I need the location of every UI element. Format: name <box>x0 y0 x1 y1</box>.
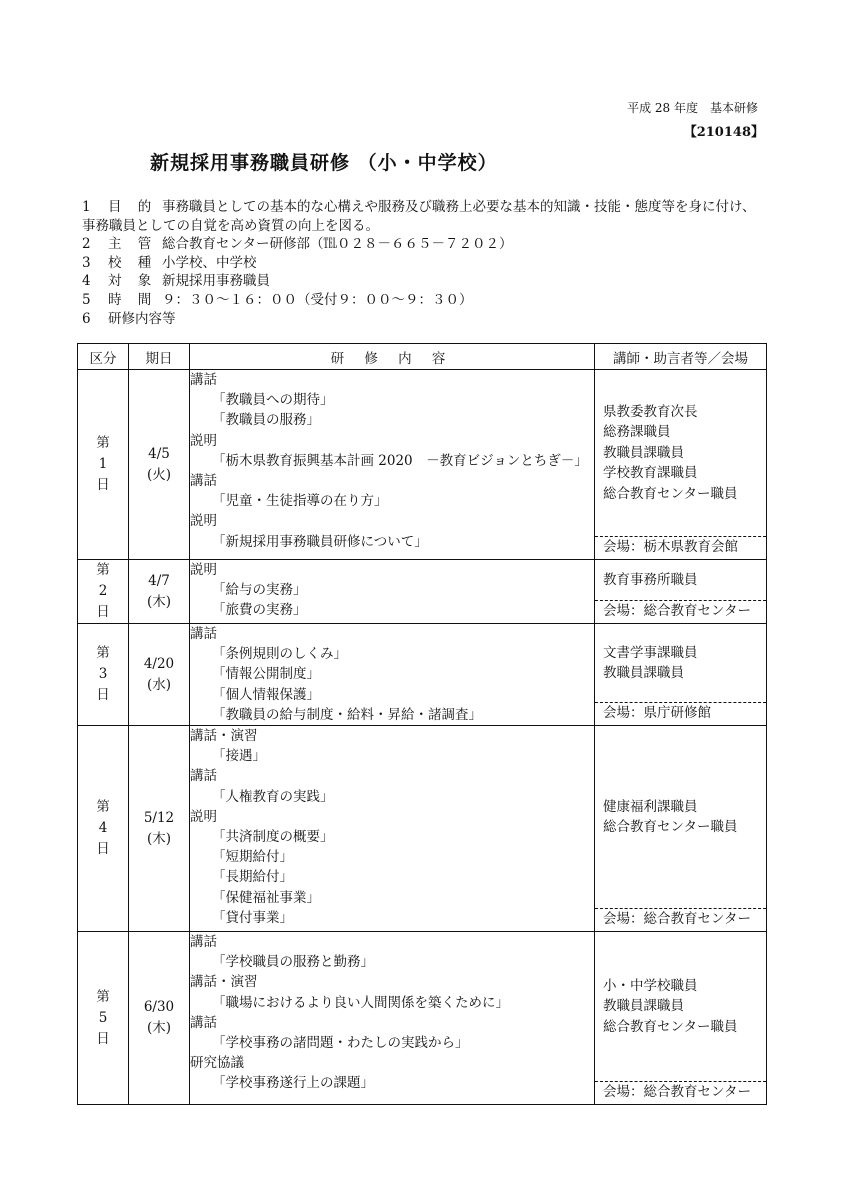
table-header-row <box>78 344 767 370</box>
header-date: 期日 <box>129 344 190 370</box>
date: 6/30 <box>143 999 175 1016</box>
item-value: 事務職員としての基本的な心構えや服務及び職務上必要な基本的知識・技能・態度等を身に付け、 <box>162 199 756 215</box>
outline-item-school-type <box>82 254 782 273</box>
lecturer-cell <box>595 726 767 932</box>
content-line: 講話 <box>190 1014 217 1031</box>
venue: 会場：県庁研修館 <box>595 702 766 725</box>
item-label: 時 間 <box>108 291 158 308</box>
outline-item-target <box>82 272 782 291</box>
content-line: 「職場におけるより良い人間関係を築くために」 <box>212 994 509 1011</box>
lecturer: 総務課職員 <box>603 424 671 441</box>
lecturer: 教職員課職員 <box>603 998 684 1015</box>
header-kubun: 区分 <box>78 344 129 370</box>
day-char: 日 <box>96 687 110 703</box>
content-cell <box>190 370 595 560</box>
lecturer-cell <box>595 560 767 624</box>
content-line: 説明 <box>190 432 217 449</box>
day-char: 4 <box>98 820 108 837</box>
day-char: 第 <box>96 799 110 816</box>
item-number: 6 <box>82 310 91 327</box>
date-cell <box>129 560 190 624</box>
day-char: 日 <box>96 477 110 493</box>
item-number: 5 <box>82 291 91 308</box>
header-year: 平成 28 年度 基本研修 <box>627 101 758 115</box>
venue: 会場：総合教育センター <box>595 1081 766 1104</box>
date-cell <box>129 932 190 1105</box>
content-cell <box>190 560 595 624</box>
lecturer: 教職員課職員 <box>603 665 684 681</box>
item-number: 3 <box>82 254 91 271</box>
item-continuation: 事務職員としての自覚を高め資質の向上を図る。 <box>82 217 379 234</box>
content-line: 「接遇」 <box>212 748 266 765</box>
content-line: 説明 <box>190 562 217 578</box>
table-row <box>78 560 767 624</box>
lecturer: 文書学事課職員 <box>603 644 698 661</box>
lecturer-list <box>595 624 766 702</box>
lecturer: 小・中学校職員 <box>603 977 698 994</box>
header-code: 【210148】 <box>683 125 764 140</box>
content-line: 研究協議 <box>190 1055 244 1072</box>
outline-item-time <box>82 291 782 310</box>
content-line: 講話 <box>190 372 217 388</box>
item-value: 小学校、中学校 <box>162 254 257 271</box>
day-cell <box>78 726 129 932</box>
lecturer: 教育事務所職員 <box>603 571 698 588</box>
item-number: 4 <box>82 273 91 290</box>
table-row <box>78 370 767 560</box>
lecturer: 総合教育センター職員 <box>603 819 738 836</box>
lecturer-list <box>595 370 766 536</box>
content-line: 説明 <box>190 808 217 825</box>
lecturer: 県教委教育次長 <box>603 403 698 420</box>
content-line: 「旅費の実務」 <box>212 602 307 619</box>
item-label: 研修内容等 <box>108 310 176 327</box>
item-label: 対 象 <box>108 273 158 290</box>
content-line: 講話 <box>190 934 217 951</box>
content-line: 「共済制度の概要」 <box>212 829 334 846</box>
item-value: 新規採用事務職員 <box>162 273 270 290</box>
content-line: 「長期給付」 <box>212 869 293 886</box>
day-cell <box>78 624 129 726</box>
content-line: 「学校職員の服務と勤務」 <box>212 954 374 971</box>
date: 4/5 <box>148 445 170 462</box>
content-cell <box>190 624 595 726</box>
lecturer-list <box>595 726 766 908</box>
date-cell <box>129 624 190 726</box>
weekday: (木) <box>146 593 172 610</box>
date-cell <box>129 370 190 560</box>
content-line: 講話・演習 <box>190 974 258 991</box>
day-char: 1 <box>98 456 108 472</box>
content-cell <box>190 726 595 932</box>
content-line: 「新規採用事務職員研修について」 <box>212 533 428 550</box>
day-char: 第 <box>96 435 110 451</box>
item-number: 2 <box>82 236 91 253</box>
content-line: 講話 <box>190 626 217 642</box>
day-char: 日 <box>96 604 110 620</box>
content-line: 「栃木県教育振興基本計画 2020 －教育ビジョンとちぎ－」 <box>212 452 588 469</box>
item-label: 目 的 <box>108 199 158 215</box>
lecturer-list <box>595 560 766 600</box>
weekday: (火) <box>146 466 172 483</box>
table-row <box>78 932 767 1105</box>
date: 5/12 <box>143 809 175 826</box>
table-row <box>78 624 767 726</box>
content-line: 「教職員の給与制度・給料・昇給・諸調査」 <box>212 706 482 723</box>
day-cell <box>78 370 129 560</box>
content-line: 講話 <box>190 768 217 785</box>
day-char: 第 <box>96 988 110 1005</box>
content-line: 「保健福祉事業」 <box>212 889 320 906</box>
lecturer-list <box>595 932 766 1081</box>
content-line: 「貸付事業」 <box>212 909 293 926</box>
date: 4/20 <box>143 655 175 672</box>
page-title: 新規採用事務職員研修 （小・中学校） <box>150 152 498 174</box>
venue: 会場：総合教育センター <box>595 908 766 931</box>
lecturer: 総合教育センター職員 <box>603 1018 738 1035</box>
lecturer: 教職員課職員 <box>603 444 684 461</box>
item-value: ９：３０～１６：００（受付９：００～９：３０） <box>162 291 473 308</box>
day-char: 第 <box>96 645 110 661</box>
weekday: (木) <box>146 830 172 847</box>
content-line: 「給与の実務」 <box>212 582 307 599</box>
day-cell <box>78 560 129 624</box>
day-char: 2 <box>98 583 108 599</box>
date-cell <box>129 726 190 932</box>
content-line: 講話・演習 <box>190 728 258 745</box>
content-line: 「条例規則のしくみ」 <box>212 646 347 663</box>
item-number: 1 <box>82 199 91 215</box>
outline-item-organizer <box>82 235 782 254</box>
weekday: (水) <box>146 676 172 693</box>
venue: 会場：栃木県教育会館 <box>595 536 766 559</box>
content-line: 「児童・生徒指導の在り方」 <box>212 493 388 510</box>
content-line: 講話 <box>190 473 217 490</box>
content-line: 「学校事務遂行上の課題」 <box>212 1075 374 1092</box>
item-label: 校 種 <box>108 254 158 271</box>
content-line: 「短期給付」 <box>212 849 293 866</box>
lecturer-cell <box>595 624 767 726</box>
header-content: 研 修 内 容 <box>190 344 595 370</box>
content-line: 「個人情報保護」 <box>212 686 320 703</box>
item-label: 主 管 <box>108 236 158 253</box>
content-line: 「教職員の服務」 <box>212 412 320 429</box>
weekday: (木) <box>146 1020 172 1037</box>
item-value: 総合教育センター研修部（℡０２８－６６５－７２０２） <box>162 236 513 253</box>
day-char: 5 <box>98 1009 108 1026</box>
header-lecturer: 講師・助言者等／会場 <box>595 344 767 370</box>
lecturer: 健康福利課職員 <box>603 798 698 815</box>
day-char: 日 <box>96 1030 110 1047</box>
day-cell <box>78 932 129 1105</box>
venue: 会場：総合教育センター <box>595 600 766 623</box>
outline-item-contents <box>82 310 782 329</box>
lecturer: 総合教育センター職員 <box>603 485 738 502</box>
day-char: 第 <box>96 562 110 578</box>
content-line: 「教職員への期待」 <box>212 392 334 409</box>
content-line: 「学校事務の諸問題・わたしの実践から」 <box>212 1035 469 1052</box>
day-char: 3 <box>98 666 108 682</box>
table-row <box>78 726 767 932</box>
lecturer-cell <box>595 932 767 1105</box>
content-line: 説明 <box>190 513 217 530</box>
outline-item-purpose <box>82 198 782 217</box>
outline-list <box>82 198 782 328</box>
date: 4/7 <box>148 572 170 589</box>
lecturer-cell <box>595 370 767 560</box>
schedule-table <box>77 343 767 1105</box>
content-line: 「情報公開制度」 <box>212 666 320 683</box>
content-cell <box>190 932 595 1105</box>
lecturer: 学校教育課職員 <box>603 465 698 482</box>
day-char: 日 <box>96 841 110 858</box>
content-line: 「人権教育の実践」 <box>212 788 334 805</box>
